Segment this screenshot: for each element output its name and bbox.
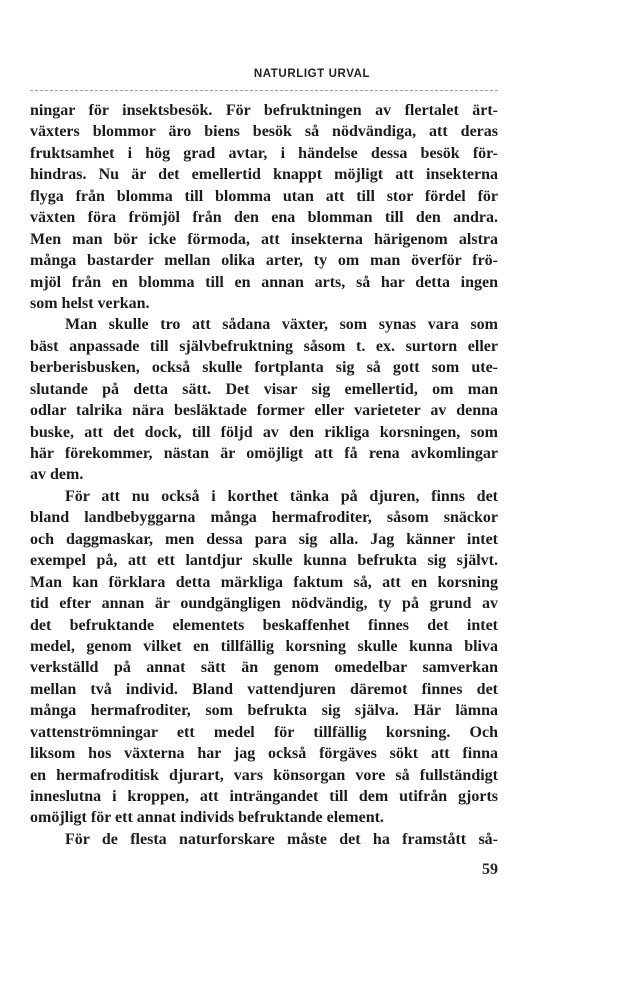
text-line: växten föra frömjöl från den ena blomman till den andra. [30,209,498,227]
text-line: det befruktande elementets beskaffenhet finnes det intet [30,616,498,634]
text-line: För de flesta naturforskare måste det ha framstått så- [65,830,498,848]
text-line: ningar för insektsbesök. För befruktningen av flertalet ärt- [30,102,498,119]
text-line: För att nu också i korthet tänka på djuren, finns det [65,487,498,505]
text-line: Men man bör icke förmoda, att insekterna härigenom alstra [30,230,498,248]
body-text [30,100,498,850]
text-line: omöjligt för ett annat individs befruktande element. [30,809,384,827]
text-line: liksom hos växterna har jag också förgäves sökt att finna [30,745,498,763]
text-line: här förekommer, nästan är omöjligt att få rena avkomlingar [30,445,498,462]
text-line: Man kan förklara detta märkliga faktum så, att en korsning [30,573,498,591]
text-line: slutande på detta sätt. Det visar sig emellertid, om man [30,380,498,398]
text-line: av dem. [30,466,84,484]
text-line: mellan två individ. Bland vattendjuren däremot finnes det [30,680,498,698]
text-line: odlar talrika nära besläktade former eller varieteter av denna [30,402,498,420]
text-line: flyga från blomma till blomma utan att till stor fördel för [30,187,498,205]
text-line: mjöl från en blomma till en annan arts, så har detta ingen [30,273,498,291]
text-line: bäst anpassade till självbefruktning såsom t. ex. surtorn eller [30,337,498,355]
text-line: buske, att det dock, till följd av den rikliga korsningen, som [30,423,498,441]
page-number: 59 [482,861,498,878]
running-title: NATURLIGT URVAL [253,68,371,80]
text-line: många hermafroditer, som befrukta sig själva. Här lämna [30,702,498,720]
text-line: fruktsamhet i hög grad avtar, i händelse dessa besök för- [30,144,498,162]
text-line: en hermafroditisk djurart, vars könsorgan vore så fullständigt [30,766,498,784]
text-line: som helst verkan. [30,294,150,312]
text-line: tid efter annan är oundgängligen nödvändig, ty på grund av [30,595,498,613]
text-line: inneslutna i kroppen, att inträngandet till dem utifrån gjorts [30,788,498,805]
text-line: och daggmaskar, men dessa para sig alla. Jag känner intet [30,530,498,548]
text-line: många bastarder mellan olika arter, ty om man överför frö- [30,252,498,270]
text-line: växters blommor äro biens besök så nödvändiga, att deras [30,123,498,141]
text-line: hindras. Nu är det emellertid knappt möjligt att insekterna [30,166,498,184]
text-line: Man skulle tro att sådana växter, som synas vara som [65,316,498,334]
header-rule [30,90,498,91]
text-line: medel, genom vilket en tillfällig korsning skulle kunna bliva [30,637,498,655]
text-line: berberisbusken, också skulle fortplanta sig så gott som ute- [30,359,498,377]
text-line: verkställd på annat sätt än genom omedelbar samverkan [30,659,498,677]
text-line: vattenströmningar ett medel för tillfällig korsning. Och [30,723,498,741]
text-line: bland landbebyggarna många hermafroditer, såsom snäckor [30,509,498,527]
text-line: exempel på, att ett lantdjur skulle kunna befrukta sig självt. [30,552,498,570]
